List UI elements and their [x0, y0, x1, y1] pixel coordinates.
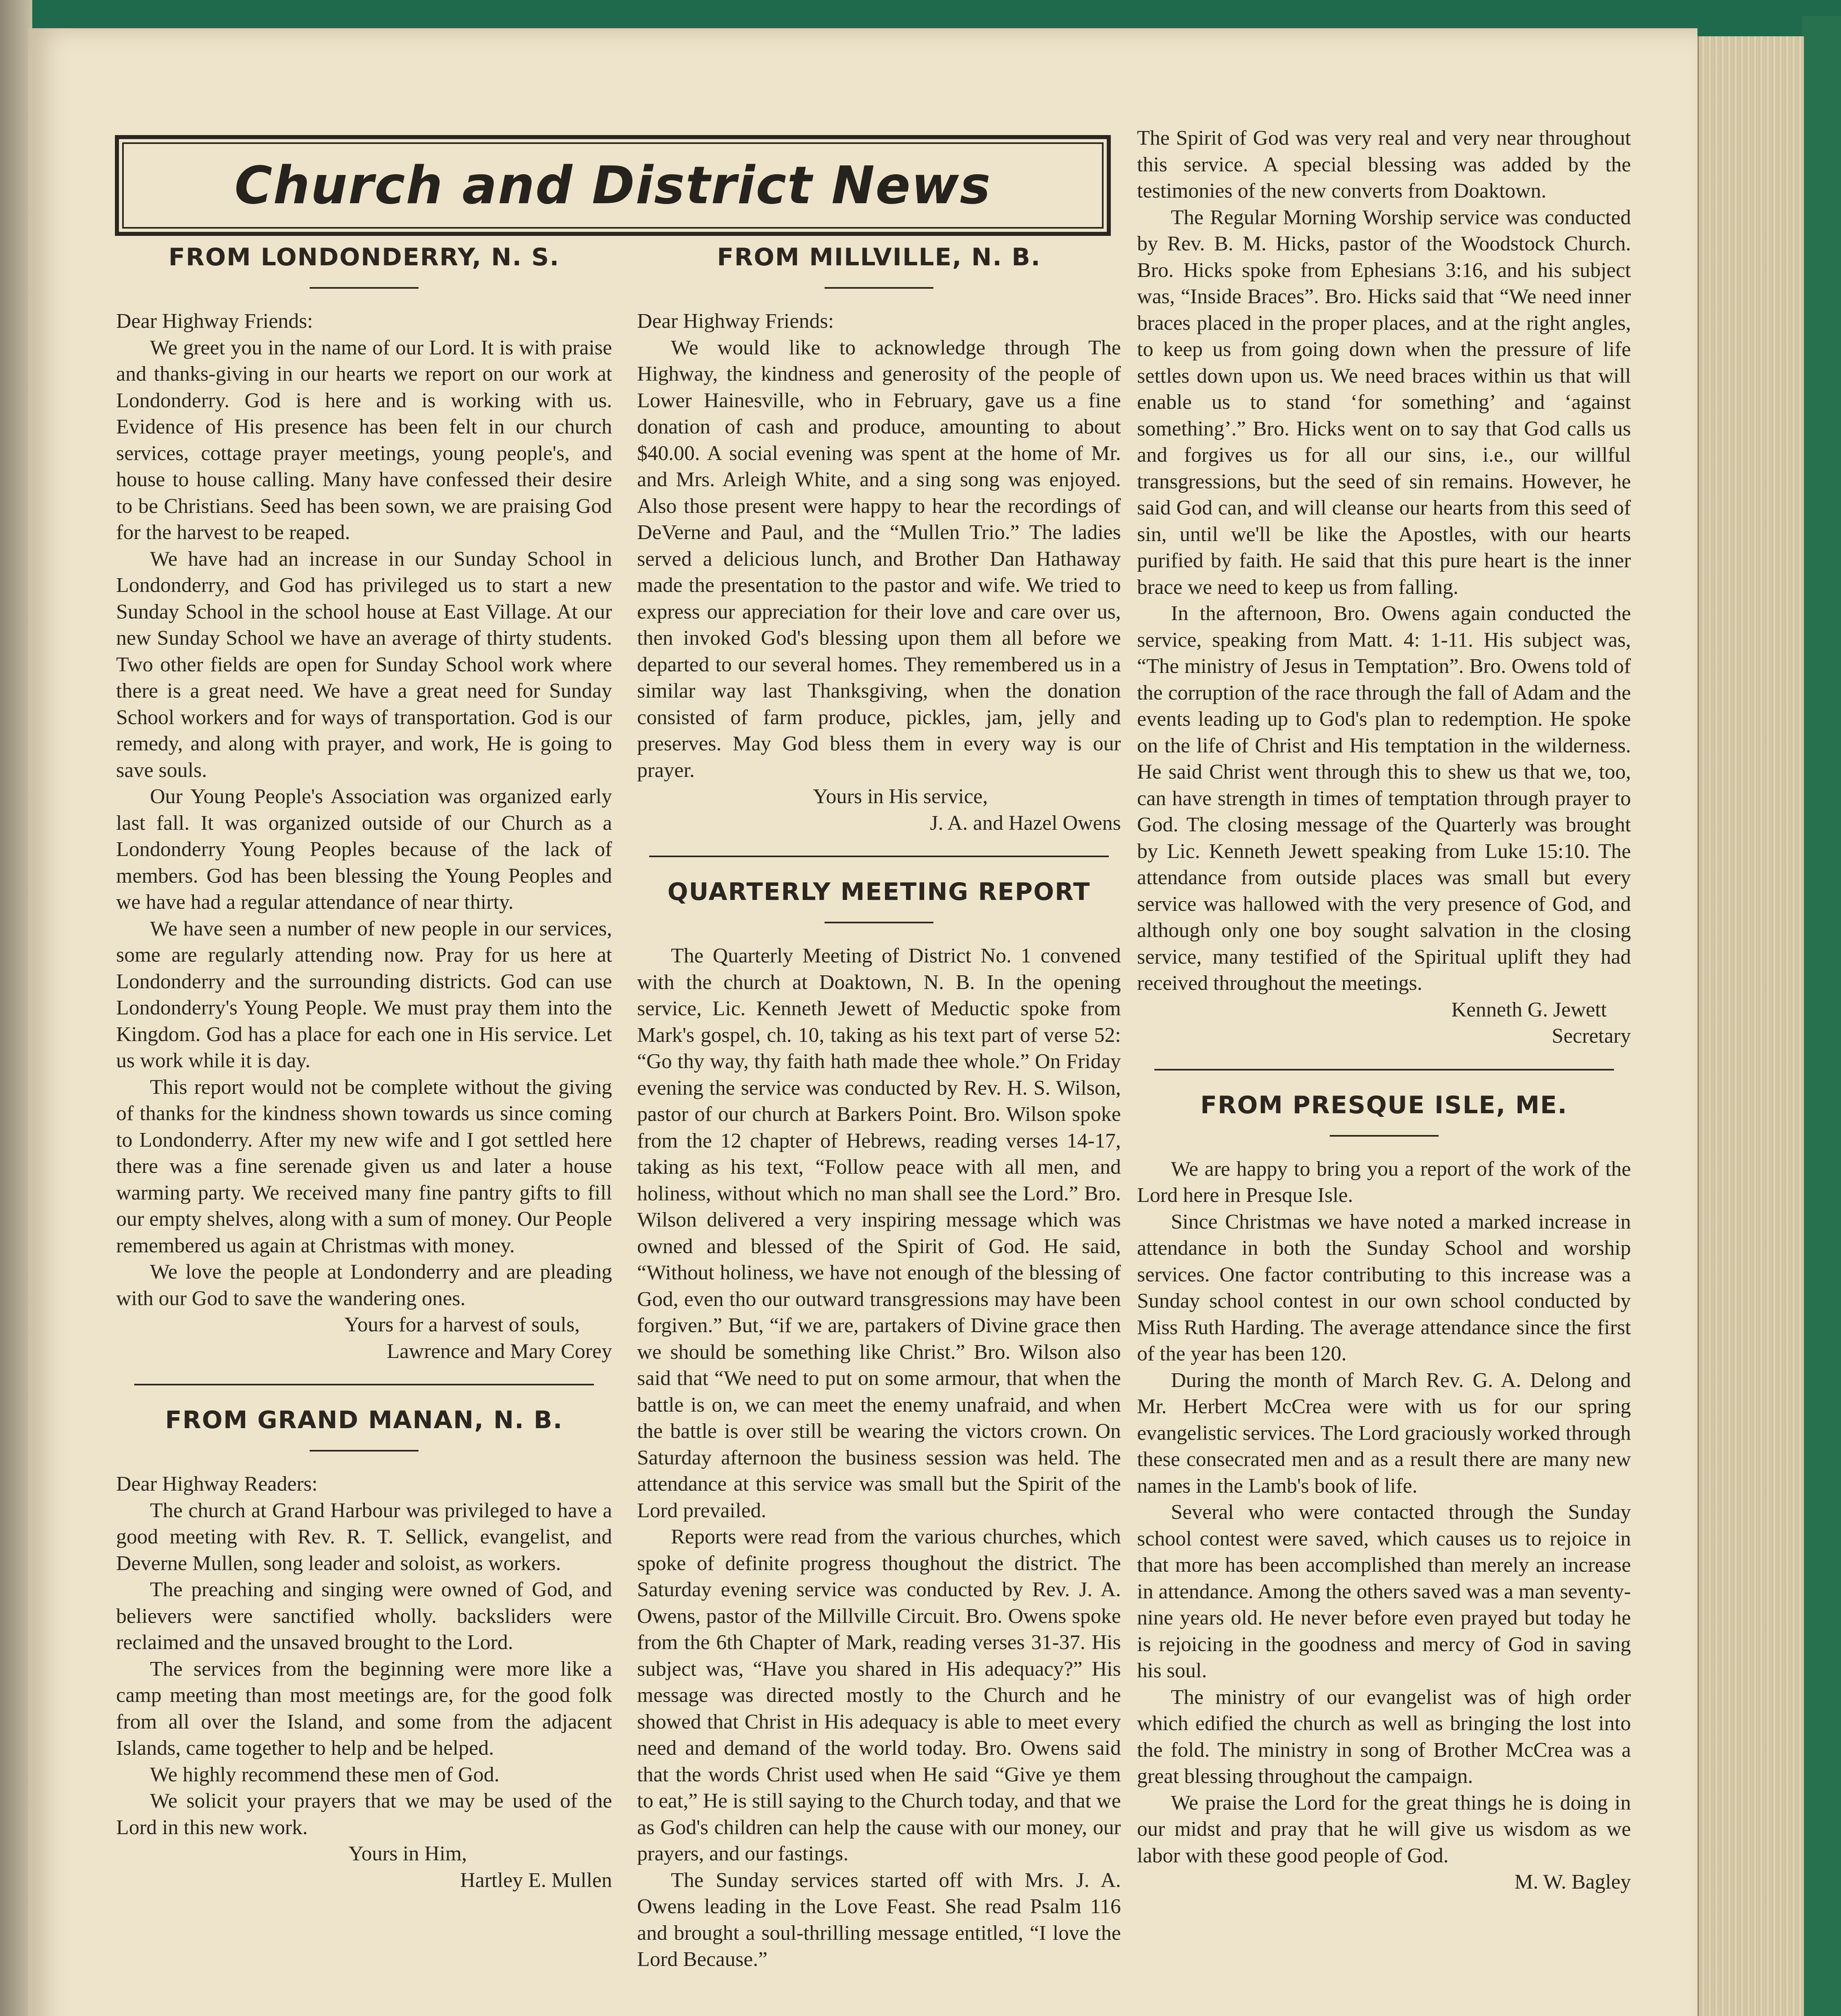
grand-manan-paragraph: The preaching and singing were owned of God, and believers were sanctified wholly. backsliders were reclaimed and the unsaved brought to the Lord. — [116, 1578, 612, 1654]
book-spine-shadow — [0, 0, 32, 2016]
grand-manan-heading: FROM GRAND MANAN, N. B. — [165, 1406, 563, 1434]
londonderry-paragraph: We have had an increase in our Sunday School in Londonderry, and God has privileged us to start a new Sunday School in the school house at East Village. At our new Sunday School we have an average of thirty students. Two other fields are open for Sunday School work where there is a great need. We have a great need for Sunday School workers and for ways of transportation. God is our remedy, and along with prayer, and work, He is going to save souls. — [116, 547, 612, 782]
londonderry-signature: Lawrence and Mary Corey — [387, 1339, 612, 1363]
grand-manan-paragraph: We highly recommend these men of God. — [150, 1763, 500, 1786]
masthead — [115, 135, 1111, 236]
presque-isle-paragraph: The ministry of our evangelist was of high order which edified the church as well as bringing the lost into the fold. The ministry in song of Brother McCrea was a great blessing throughout the campaign. — [1137, 1685, 1631, 1788]
section-divider — [134, 1384, 594, 1385]
grand-manan-salutation: Dear Highway Readers: — [116, 1472, 318, 1495]
column-2 — [637, 242, 1121, 1973]
millville-paragraph: We would like to acknowledge through The Highway, the kindness and generosity of the people of Lower Hainesville, who in February, gave us a fine donation of cash and produce, amounting to about $40.00. A social evening was spent at the home of Mr. and Mrs. Arleigh White, and a sing song was enjoyed. Also those present were happy to hear the recordings of DeVerne and Paul, and the “Mullen Trio.” The ladies served a delicious lunch, and Brother Dan Hathaway made the presentation to the pastor and wife. We tried to express our appreciation for their love and care over us, then invoked God's blessing upon them all before we departed to our several homes. They remembered us in a similar way last Thanksgiving, when the donation consisted of farm produce, pickles, jam, jelly and preserves. May God bless them in every way is our prayer. — [637, 336, 1121, 782]
grand-manan-closing: Yours in Him, — [348, 1842, 467, 1865]
quarterly-signature: Kenneth G. Jewett — [1451, 998, 1607, 1021]
grand-manan-paragraph: The church at Grand Harbour was privileged to have a good meeting with Rev. R. T. Sellick, evangelist, and Deverne Mullen, song leader and soloist, as workers. — [116, 1499, 612, 1575]
presque-isle-paragraph: We praise the Lord for the great things he is doing in our midst and pray that he will give us wisdom as we labor with these good people of God. — [1137, 1791, 1631, 1867]
heading-rule — [310, 287, 419, 289]
londonderry-paragraph: We love the people at Londonderry and are pleading with our God to save the wandering ones. — [116, 1260, 612, 1310]
millville-heading: FROM MILLVILLE, N. B. — [717, 243, 1041, 271]
londonderry-salutation: Dear Highway Friends: — [116, 310, 313, 333]
millville-salutation: Dear Highway Friends: — [637, 310, 834, 333]
quarterly-paragraph: In the afternoon, Bro. Owens again conducted the service, speaking from Matt. 4: 1-11. His subject was, “The ministry of Jesus in Temptation”. Bro. Owens told of the corruption of the race through the fall of Adam and the events leading up to God's plan to redemption. He spoke on the life of Christ and His temptation in the wilderness. He said Christ went through this to shew us that we, too, can have strength in times of temptation through prayer to God. The closing message of the Quarterly was brought by Lic. Kenneth Jewett speaking from Luke 15:10. The attendance from outside places was small but every service was hallowed with the very presence of God, and although only one boy sought salvation in the closing service, many testified of the Spiritual uplift they had received throughout the meetings. — [1137, 602, 1631, 995]
heading-rule — [825, 287, 933, 289]
londonderry-paragraph: Our Young People's Association was organized early last fall. It was organized outside of our Church as a Londonderry Young Peoples because of the lack of members. God has been blessing the Young Peoples and we have had a regular attendance of near thirty. — [116, 785, 612, 914]
londonderry-closing: Yours for a harvest of souls, — [344, 1313, 580, 1336]
section-divider — [649, 856, 1109, 857]
grand-manan-paragraph: We solicit your prayers that we may be used of the Lord in this new work. — [116, 1789, 612, 1839]
heading-rule — [310, 1450, 419, 1452]
presque-isle-paragraph: During the month of March Rev. G. A. Delong and Mr. Herbert McCrea were with us for our spring evangelistic services. The Lord graciously worked through these consecrated men and as a result there are many new names in the Lamb's book of life. — [1137, 1368, 1631, 1497]
presque-isle-paragraph: Several who were contacted through the Sunday school contest were saved, which causes us to rejoice in that more has been accomplished than merely an increase in attendance. Among the others saved was a man seventy-nine years old. He never before even prayed but today he is rejoicing in the goodness and mercy of God in saving his soul. — [1137, 1501, 1631, 1682]
column-3 — [1137, 125, 1631, 1895]
londonderry-heading: FROM LONDONDERRY, N. S. — [168, 243, 560, 271]
quarterly-paragraph: Reports were read from the various churches, which spoke of definite progress thoughout the district. The Saturday evening service was conducted by Rev. J. A. Owens, pastor of the Millville Circuit. Bro. Owens spoke from the 6th Chapter of Mark, reading verses 31-37. His subject was, “Have you shared in His adequacy?” His message was directed mostly to the Church and he showed that Christ in His adequacy is able to meet every need and demand of the world today. Bro. Owens said that the words Christ used when He said “Give ye them to eat,” He is still saying to the Church today, and that we as God's children can help the cause with our money, our prayers, and our fastings. — [637, 1525, 1121, 1865]
quarterly-heading: QUARTERLY MEETING REPORT — [667, 878, 1091, 906]
quarterly-paragraph: The Spirit of God was very real and very near throughout this service. A special blessing was added by the testimonies of the new converts from Doaktown. — [1137, 127, 1631, 202]
heading-rule — [825, 922, 933, 923]
quarterly-paragraph: The Regular Morning Worship service was conducted by Rev. B. M. Hicks, pastor of the Woodstock Church. Bro. Hicks spoke from Ephesians 3:16, and his subject was, “Inside Braces”. Bro. Hicks said that “We need inner braces placed in the proper places, and at the right angles, to keep us from going down when the pressure of life settles down upon us. We need braces within us that will enable us to stand ‘for something’ and ‘against something’.” Bro. Hicks went on to say that God calls us and forgives us for all our sins, i.e., our willful transgressions, but the seed of sin remains. However, he said God can, and will cleanse our hearts from this seed of sin, until we'll be like the Apostles, with our hearts purified by faith. He said that this pure heart is the inner brace we need to keep us from falling. — [1137, 206, 1631, 599]
page-title: Church and District News — [234, 155, 991, 216]
millville-signature: J. A. and Hazel Owens — [930, 811, 1121, 835]
presque-isle-paragraph: Since Christmas we have noted a marked increase in attendance in both the Sunday School and worship services. One factor contributing to this increase was a Sunday school contest in our own school conducted by Miss Ruth Harding. The average attendance since the first of the year has been 120. — [1137, 1210, 1631, 1365]
column-1 — [116, 242, 612, 1893]
londonderry-paragraph: We have seen a number of new people in our services, some are regularly attending now. Pray for us here at Londonderry and the surrounding districts. God can use Londonderry's Young People. We must pray them into the Kingdom. God has a place for each one in His service. Let us work while it is day. — [116, 917, 612, 1072]
heading-rule — [1330, 1135, 1439, 1137]
book-cover-edge — [1802, 16, 1841, 2016]
quarterly-paragraph: The Quarterly Meeting of District No. 1 convened with the church at Doaktown, N. B. In the opening service, Lic. Kenneth Jewett of Meductic spoke from Mark's gospel, ch. 10, taking as his text part of verse 52: “Go thy way, thy faith hath made thee whole.” On Friday evening the service was conducted by Rev. H. S. Wilson, pastor of our church at Barkers Point. Bro. Wilson spoke from the 12 chapter of Hebrews, reading verses 14-17, taking as his text, “Follow peace with all men, and holiness, without which no man shall see the Lord.” Bro. Wilson delivered a very inspiring message which was owned and blessed of the Spirit of God. He said, “Without holiness, we have not enough of the blessing of God, even tho our outward transgressions may have been forgiven.” But, “if we are, partakers of Divine grace then we should be something like Christ.” Bro. Wilson also said that “We need to put on some armour, that when the battle is on, we can meet the enemy unafraid, and when the battle is over still be wearing the victors crown. On Saturday afternoon the business session was held. The attendance at this service was small but the Spirit of the Lord prevailed. — [637, 944, 1121, 1522]
grand-manan-paragraph: The services from the beginning were more like a camp meeting than most meetings are, for the good folk from all over the Island, and some from the adjacent Islands, came together to help and be helped. — [116, 1657, 612, 1760]
presque-isle-signature: M. W. Bagley — [1514, 1870, 1631, 1893]
londonderry-paragraph: This report would not be complete without the giving of thanks for the kindness shown towards us since coming to Londonderry. After my new wife and I got settled here there was a fine serenade given us and later a house warming party. We received many fine pantry gifts to fill our empty shelves, along with a sum of money. Our People remembered us again at Christmas with money. — [116, 1075, 612, 1257]
quarterly-signature-title: Secretary — [1552, 1025, 1631, 1048]
page-edges — [1697, 36, 1804, 2016]
presque-isle-paragraph: We are happy to bring you a report of the work of the Lord here in Presque Isle. — [1137, 1157, 1631, 1207]
section-divider — [1154, 1069, 1614, 1070]
presque-isle-heading: FROM PRESQUE ISLE, ME. — [1200, 1091, 1568, 1119]
quarterly-paragraph: The Sunday services started off with Mrs. J. A. Owens leading in the Love Feast. She read Psalm 116 and brought a soul-thrilling message entitled, “I love the Lord Because.” — [637, 1868, 1121, 1971]
millville-closing: Yours in His service, — [813, 785, 988, 808]
londonderry-paragraph: We greet you in the name of our Lord. It is with praise and thanks-giving in our hearts we report on our work at Londonderry. God is here and is working with us. Evidence of His presence has been felt in our church services, cottage prayer meetings, young people's, and house to house calling. Many have confessed their desire to be Christians. Seed has been sown, we are praising God for the harvest to be reaped. — [116, 336, 612, 544]
grand-manan-signature: Hartley E. Mullen — [460, 1868, 612, 1892]
